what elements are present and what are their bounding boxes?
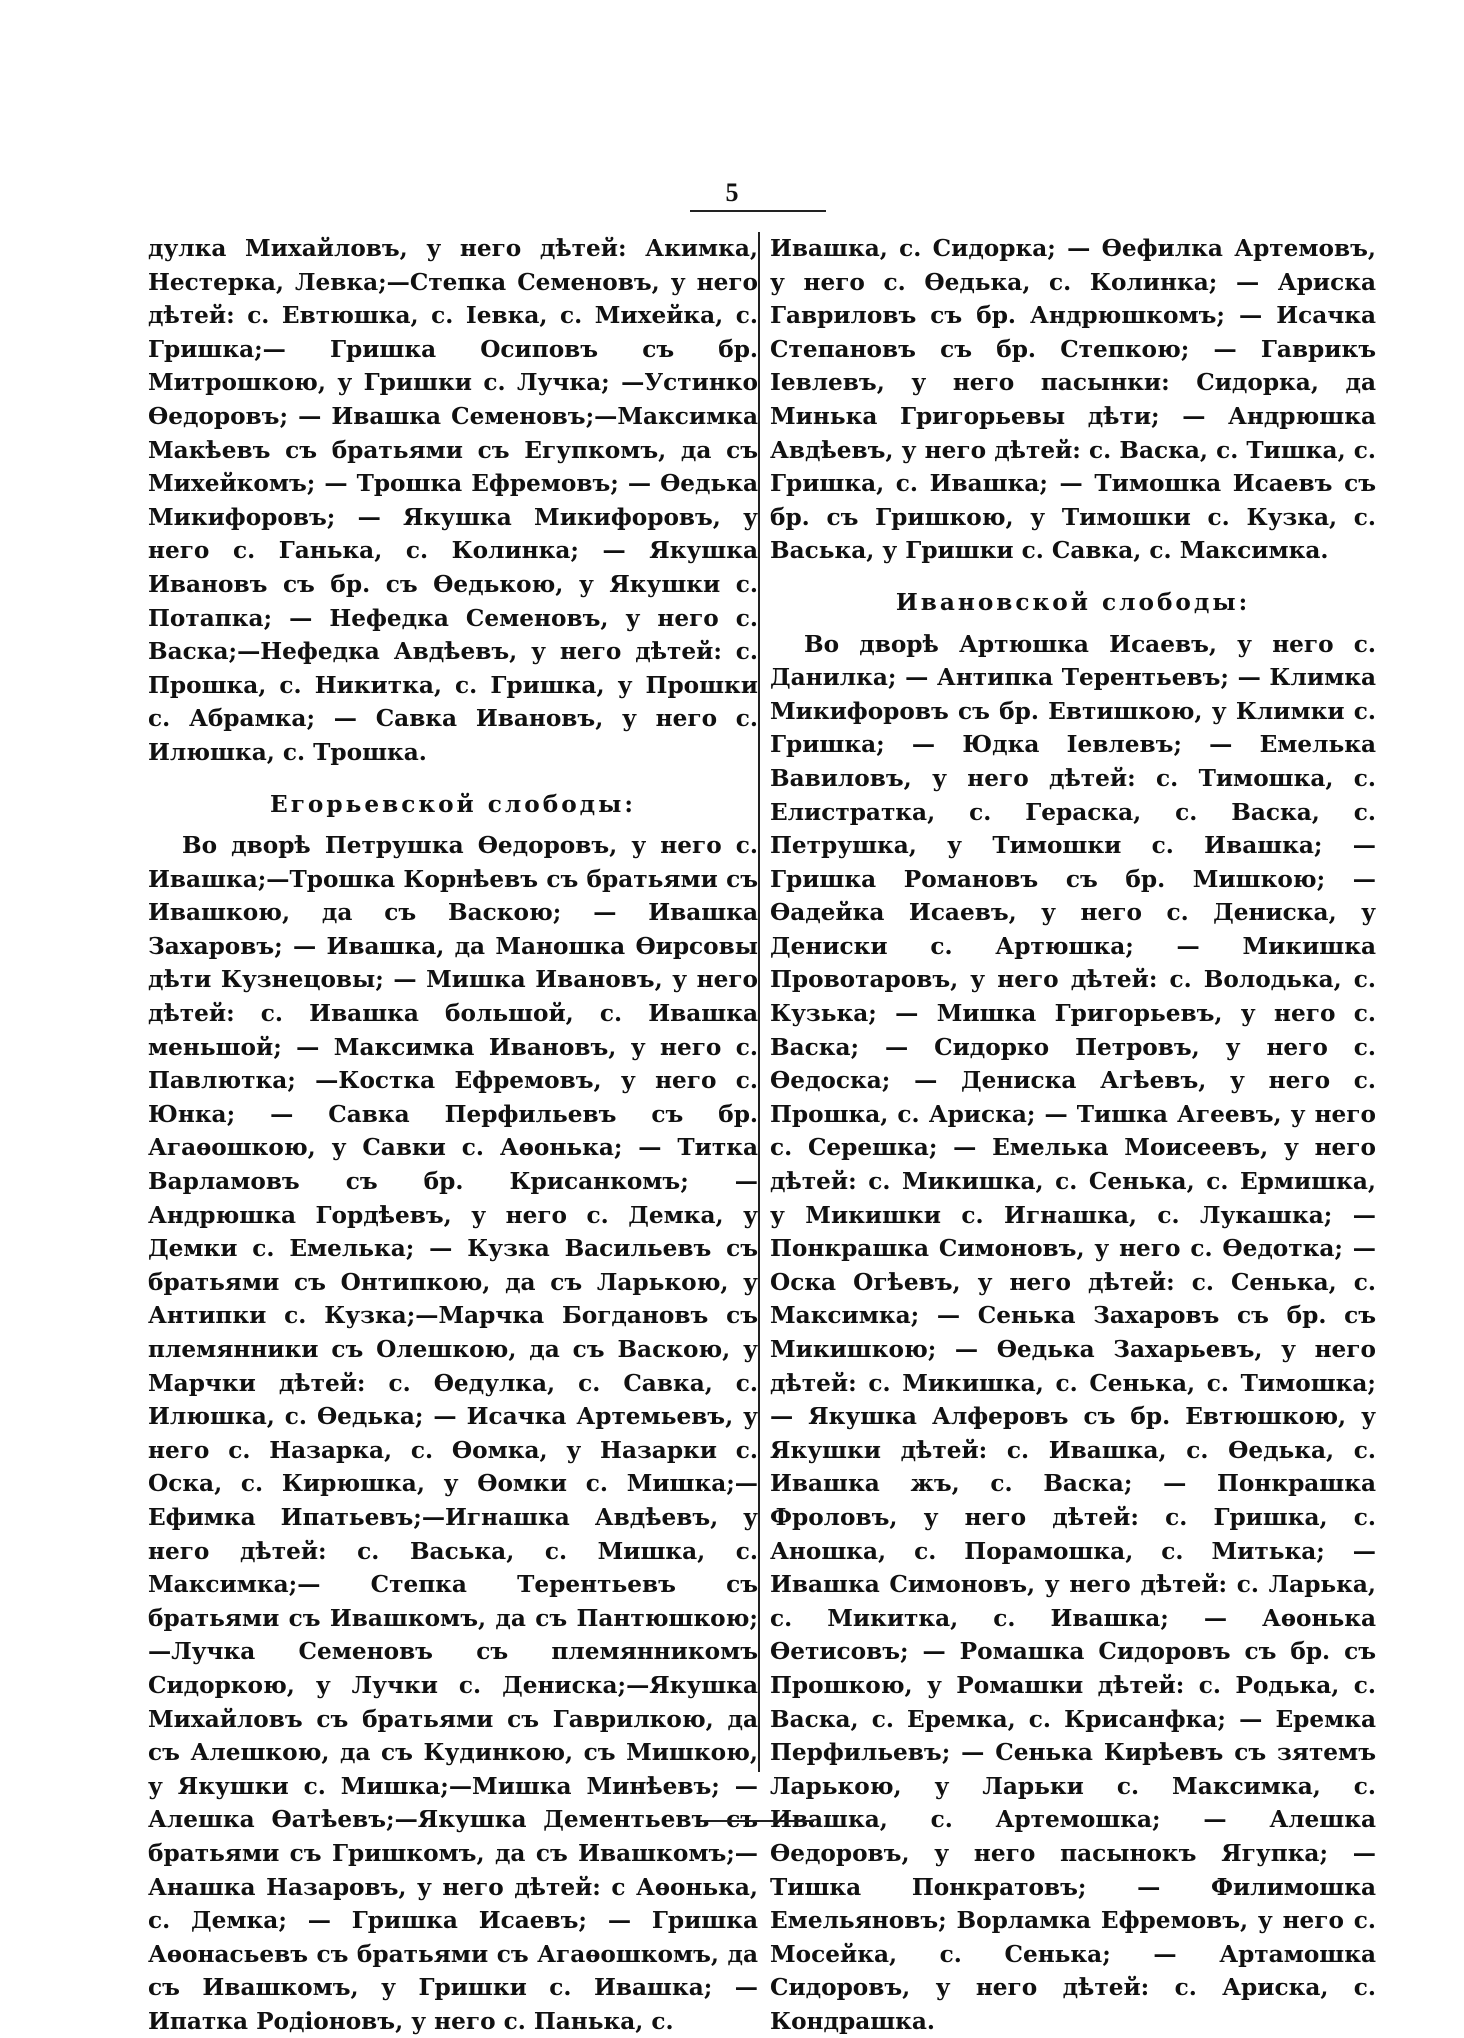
left-paragraph-continued: дулка Михайловъ, у него дѣтей: Акимка, Нестерка, Левка;—Степка Семеновъ, у него дѣтей: с. Евтюшка, с. Іевка, с. Михейка, с. Гришка;— Гришка Осиповъ съ бр. Митрошкою, у Гришки с. Лучка; —Устинко Ѳедоровъ; — Ивашка Семеновъ;—Максимка Макѣевъ съ братьями съ Егупкомъ, да съ Михейкомъ; — Трошка Ефремовъ; — Ѳедька Микифоровъ; — Якушка Микифоровъ, у него с. Ганька, с. Колинка; — Якушка Ивановъ съ бр. съ Ѳедькою, у Якушки с. Потапка; — Нефедка Семеновъ, у него с. Васка;—Нефедка Авдѣевъ, у него дѣтей: с. Прошка, с. Никитка, с. Гришка, у Прошки с. Абрамка; — Савка Ивановъ, у него с. Илюшка, с. Трошка. [148, 235, 758, 766]
right-column [770, 232, 1376, 2038]
section-heading-egorievskoy: Егорьевской слободы: [270, 790, 636, 818]
footer-rule [700, 1820, 814, 1822]
page-number: 5 [725, 178, 739, 207]
left-column [148, 232, 758, 2038]
header-rule [690, 210, 826, 212]
right-paragraph-ivanovskoy: Во дворѣ Артюшка Исаевъ, у него с. Данилка; — Антипка Терентьевъ; — Климка Микифоровъ съ бр. Евтишкою, у Климки с. Гришка; — Юдка Іевлевъ; — Емелька Вавиловъ, у него дѣтей: с. Тимошка, с. Елистратка, с. Гераска, с. Васка, с. Петрушка, у Тимошки с. Ивашка; — Гришка Романовъ съ бр. Мишкою; — Ѳадейка Исаевъ, у него с. Дениска, у Дениски с. Артюшка; — Микишка Провотаровъ, у него дѣтей: с. Володька, с. Кузька; — Мишка Григорьевъ, у него с. Васка; — Сидорко Петровъ, у него с. Ѳедоска; — Дениска Агѣевъ, у него с. Прошка, с. Ариска; — Тишка Агеевъ, у него с. Серешка; — Емелька Моисеевъ, у него дѣтей: с. Микишка, с. Сенька, с. Ермишка, у Микишки с. Игнашка, с. Лукашка; — Понкрашка Симоновъ, у него с. Ѳедотка; — Оска Огѣевъ, у него дѣтей: с. Сенька, с. Максимка; — Сенька Захаровъ съ бр. съ Микишкою; — Ѳедька Захарьевъ, у него дѣтей: с. Микишка, с. Сенька, с. Тимошка; — Якушка Алферовъ съ бр. Евтюшкою, у Якушки дѣтей: с. Ивашка, с. Ѳедька, с. Ивашка жъ, с. Васка; — Понкрашка Фроловъ, у него дѣтей: с. Гришка, с. Аношка, с. Порамошка, с. Митька; — Ивашка Симоновъ, у него дѣтей: с. Ларька, с. Микитка, с. Ивашка; — Аѳонька Ѳетисовъ; — Ромашка Сидоровъ съ бр. съ Прошкою, у Ромашки дѣтей: с. Родька, с. Васка, с. Еремка, с. Крисанфка; — Еремка Перфильевъ; — Сенька Кирѣевъ съ зятемъ Ларькою, у Ларьки с. Максимка, с. Ивашка, с. Артемошка; — Алешка Ѳедоровъ, у него пасынокъ Ягупка; — Тишка Понкратовъ; — Филимошка Емельяновъ; Ворламка Ефремовъ, у него с. Мосейка, с. Сенька; — Артамошка Сидоровъ, у него дѣтей: с. Ариска, с. Кондрашка. [770, 630, 1376, 2035]
left-paragraph-egorievskoy: Во дворѣ Петрушка Ѳедоровъ, у него с. Ивашка;—Трошка Корнѣевъ съ братьями съ Ивашкою, да съ Васкою; — Ивашка Захаровъ; — Ивашка, да Маношка Ѳирсовы дѣти Кузнецовы; — Мишка Ивановъ, у него дѣтей: с. Ивашка большой, с. Ивашка меньшой; — Максимка Ивановъ, у него с. Павлютка; —Костка Ефремовъ, у него с. Юнка; — Савка Перфильевъ съ бр. Агаѳошкою, у Савки с. Аѳонька; — Титка Варламовъ съ бр. Крисанкомъ; — Андрюшка Гордѣевъ, у него с. Демка, у Демки с. Емелька; — Кузка Васильевъ съ братьями съ Онтипкою, да съ Ларькою, у Антипки с. Кузка;—Марчка Богдановъ съ племянники съ Олешкою, да съ Васкою, у Марчки дѣтей: с. Ѳедулка, с. Савка, с. Илюшка, с. Ѳедька; — Исачка Артемьевъ, у него с. Назарка, с. Ѳомка, у Назарки с. Оска, с. Кирюшка, у Ѳомки с. Мишка;—Ефимка Ипатьевъ;—Игнашка Авдѣевъ, у него дѣтей: с. Васька, с. Мишка, с. Максимка;— Степка Терентьевъ съ братьями съ Ивашкомъ, да съ Пантюшкою;—Лучка Семеновъ съ племянникомъ Сидоркою, у Лучки с. Дениска;—Якушка Михайловъ съ братьями съ Гаврилкою, да съ Алешкою, да съ Кудинкою, съ Мишкою, у Якушки с. Мишка;—Мишка Минѣевъ; — Алешка Ѳатѣевъ;—Якушка Дементьевъ съ братьями съ Гришкомъ, да съ Ивашкомъ;—Анашка Назаровъ, у него дѣтей: с Аѳонька, с. Демка; — Гришка Исаевъ; — Гришка Аѳонасьевъ съ братьями съ Агаѳошкомъ, да съ Ивашкомъ, у Гришки с. Ивашка; — Ипатка Родіоновъ, у него с. Панька, с. [148, 832, 758, 2035]
right-paragraph-continued: Ивашка, с. Сидорка; — Ѳефилка Артемовъ, у него с. Ѳедька, с. Колинка; — Ариска Гавриловъ съ бр. Андрюшкомъ; — Исачка Степановъ съ бр. Степкою; — Гаврикъ Іевлевъ, у него пасынки: Сидорка, да Минька Григорьевы дѣти; — Андрюшка Авдѣевъ, у него дѣтей: с. Васка, с. Тишка, с. Гришка, с. Ивашка; — Тимошка Исаевъ съ бр. съ Гришкою, у Тимошки с. Кузка, с. Васька, у Гришки с. Савка, с. Максимка. [770, 235, 1376, 565]
column-divider [758, 232, 760, 1772]
section-heading-ivanovskoy: Ивановской слободы: [895, 588, 1251, 616]
